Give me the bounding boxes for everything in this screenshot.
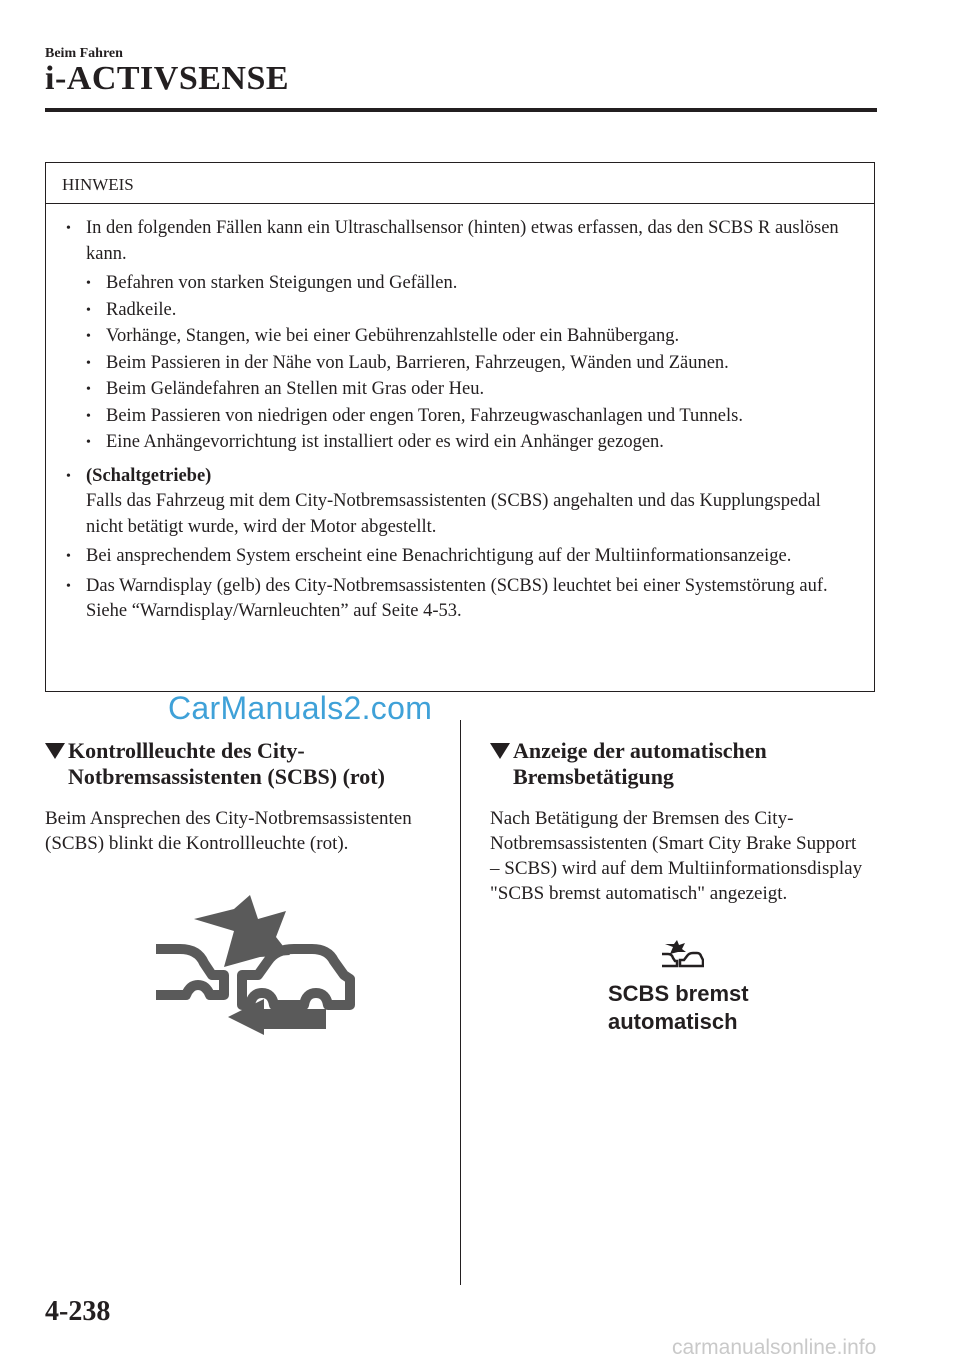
- left-section-body: Beim Ansprechen des City-Notbremsassistenten (SCBS) blinkt die Kontrollleuchte (rot).: [45, 808, 412, 854]
- note-item-notification: • Bei ansprechendem System erscheint eine Benachrichtigung auf der Multiinformationsanzeige.: [64, 544, 858, 570]
- scbs-display-icon: [660, 940, 704, 970]
- note-heading: HINWEIS: [46, 163, 874, 204]
- manual-title: • (Schaltgetriebe): [86, 465, 212, 486]
- right-section: [490, 738, 870, 906]
- section-label: Beim Fahren: [45, 46, 123, 61]
- triangle-marker-icon: [490, 743, 510, 759]
- note-subitem: • Beim Geländefahren an Stellen mit Gras oder Heu.: [64, 377, 858, 403]
- left-section-heading: Kontrollleuchte des City-Notbremsassistenten (SCBS) (rot): [45, 738, 445, 790]
- left-section: [45, 738, 445, 856]
- note-sublist: [64, 271, 858, 456]
- header-rule: [45, 108, 877, 112]
- display-message: [608, 980, 749, 1036]
- note-subitem: • Beim Passieren in der Nähe von Laub, Barrieren, Fahrzeugen, Wänden und Zäunen.: [64, 351, 858, 377]
- note-subitem: • Eine Anhängevorrichtung ist installiert oder es wird ein Anhänger gezogen.: [64, 430, 858, 456]
- warning-text: • Das Warndisplay (gelb) des City-Notbremsassistenten (SCBS) leuchtet bei einer Systemstörung auf.: [86, 575, 828, 596]
- right-section-heading: Anzeige der automatischen Bremsbetätigung: [490, 738, 870, 790]
- note-body: [46, 204, 874, 625]
- display-message-line1: SCBS bremst: [608, 981, 749, 1006]
- page-number: 4-238: [45, 1296, 111, 1327]
- page-title: i-ACTIVSENSE: [45, 60, 290, 97]
- note-subitem: • Befahren von starken Steigungen und Gefällen.: [64, 271, 858, 297]
- note-item-manual: [64, 464, 858, 541]
- front-car-shape: [156, 949, 224, 995]
- note-subitem: • Beim Passieren von niedrigen oder engen Toren, Fahrzeugwaschanlagen und Tunnels.: [64, 404, 858, 430]
- right-section-body: Nach Betätigung der Bremsen des City-Notbremsassistenten (Smart City Brake Support – SCBS) wird auf dem Multiinformationsdisplay "SCBS bremst automatisch" angezeigt.: [490, 808, 863, 904]
- note-subitem: • Vorhänge, Stangen, wie bei einer Gebührenzahlstelle oder ein Bahnübergang.: [64, 324, 858, 350]
- column-divider: [460, 720, 461, 1285]
- manual-text: Falls das Fahrzeug mit dem City-Notbremsassistenten (SCBS) angehalten und das Kupplungspedal nicht betätigt wurde, wird der Motor abgestellt.: [86, 491, 821, 537]
- scbs-rear-collision-icon: [150, 895, 360, 1035]
- warning-reference: Siehe “Warndisplay/Warnleuchten” auf Seite 4-53.: [86, 601, 462, 621]
- note-box: [45, 162, 875, 692]
- triangle-marker-icon: [45, 743, 65, 759]
- display-message-line2: automatisch: [608, 1009, 738, 1034]
- watermark: CarManuals2.com: [168, 690, 433, 726]
- note-subitem: • Radkeile.: [64, 298, 858, 324]
- footer-site: carmanualsonline.info: [672, 1336, 877, 1359]
- note-item-warning: [64, 574, 858, 625]
- note-item-intro: • In den folgenden Fällen kann ein Ultraschallsensor (hinten) etwas erfassen, das den SCBS R auslösen kann.: [64, 216, 858, 267]
